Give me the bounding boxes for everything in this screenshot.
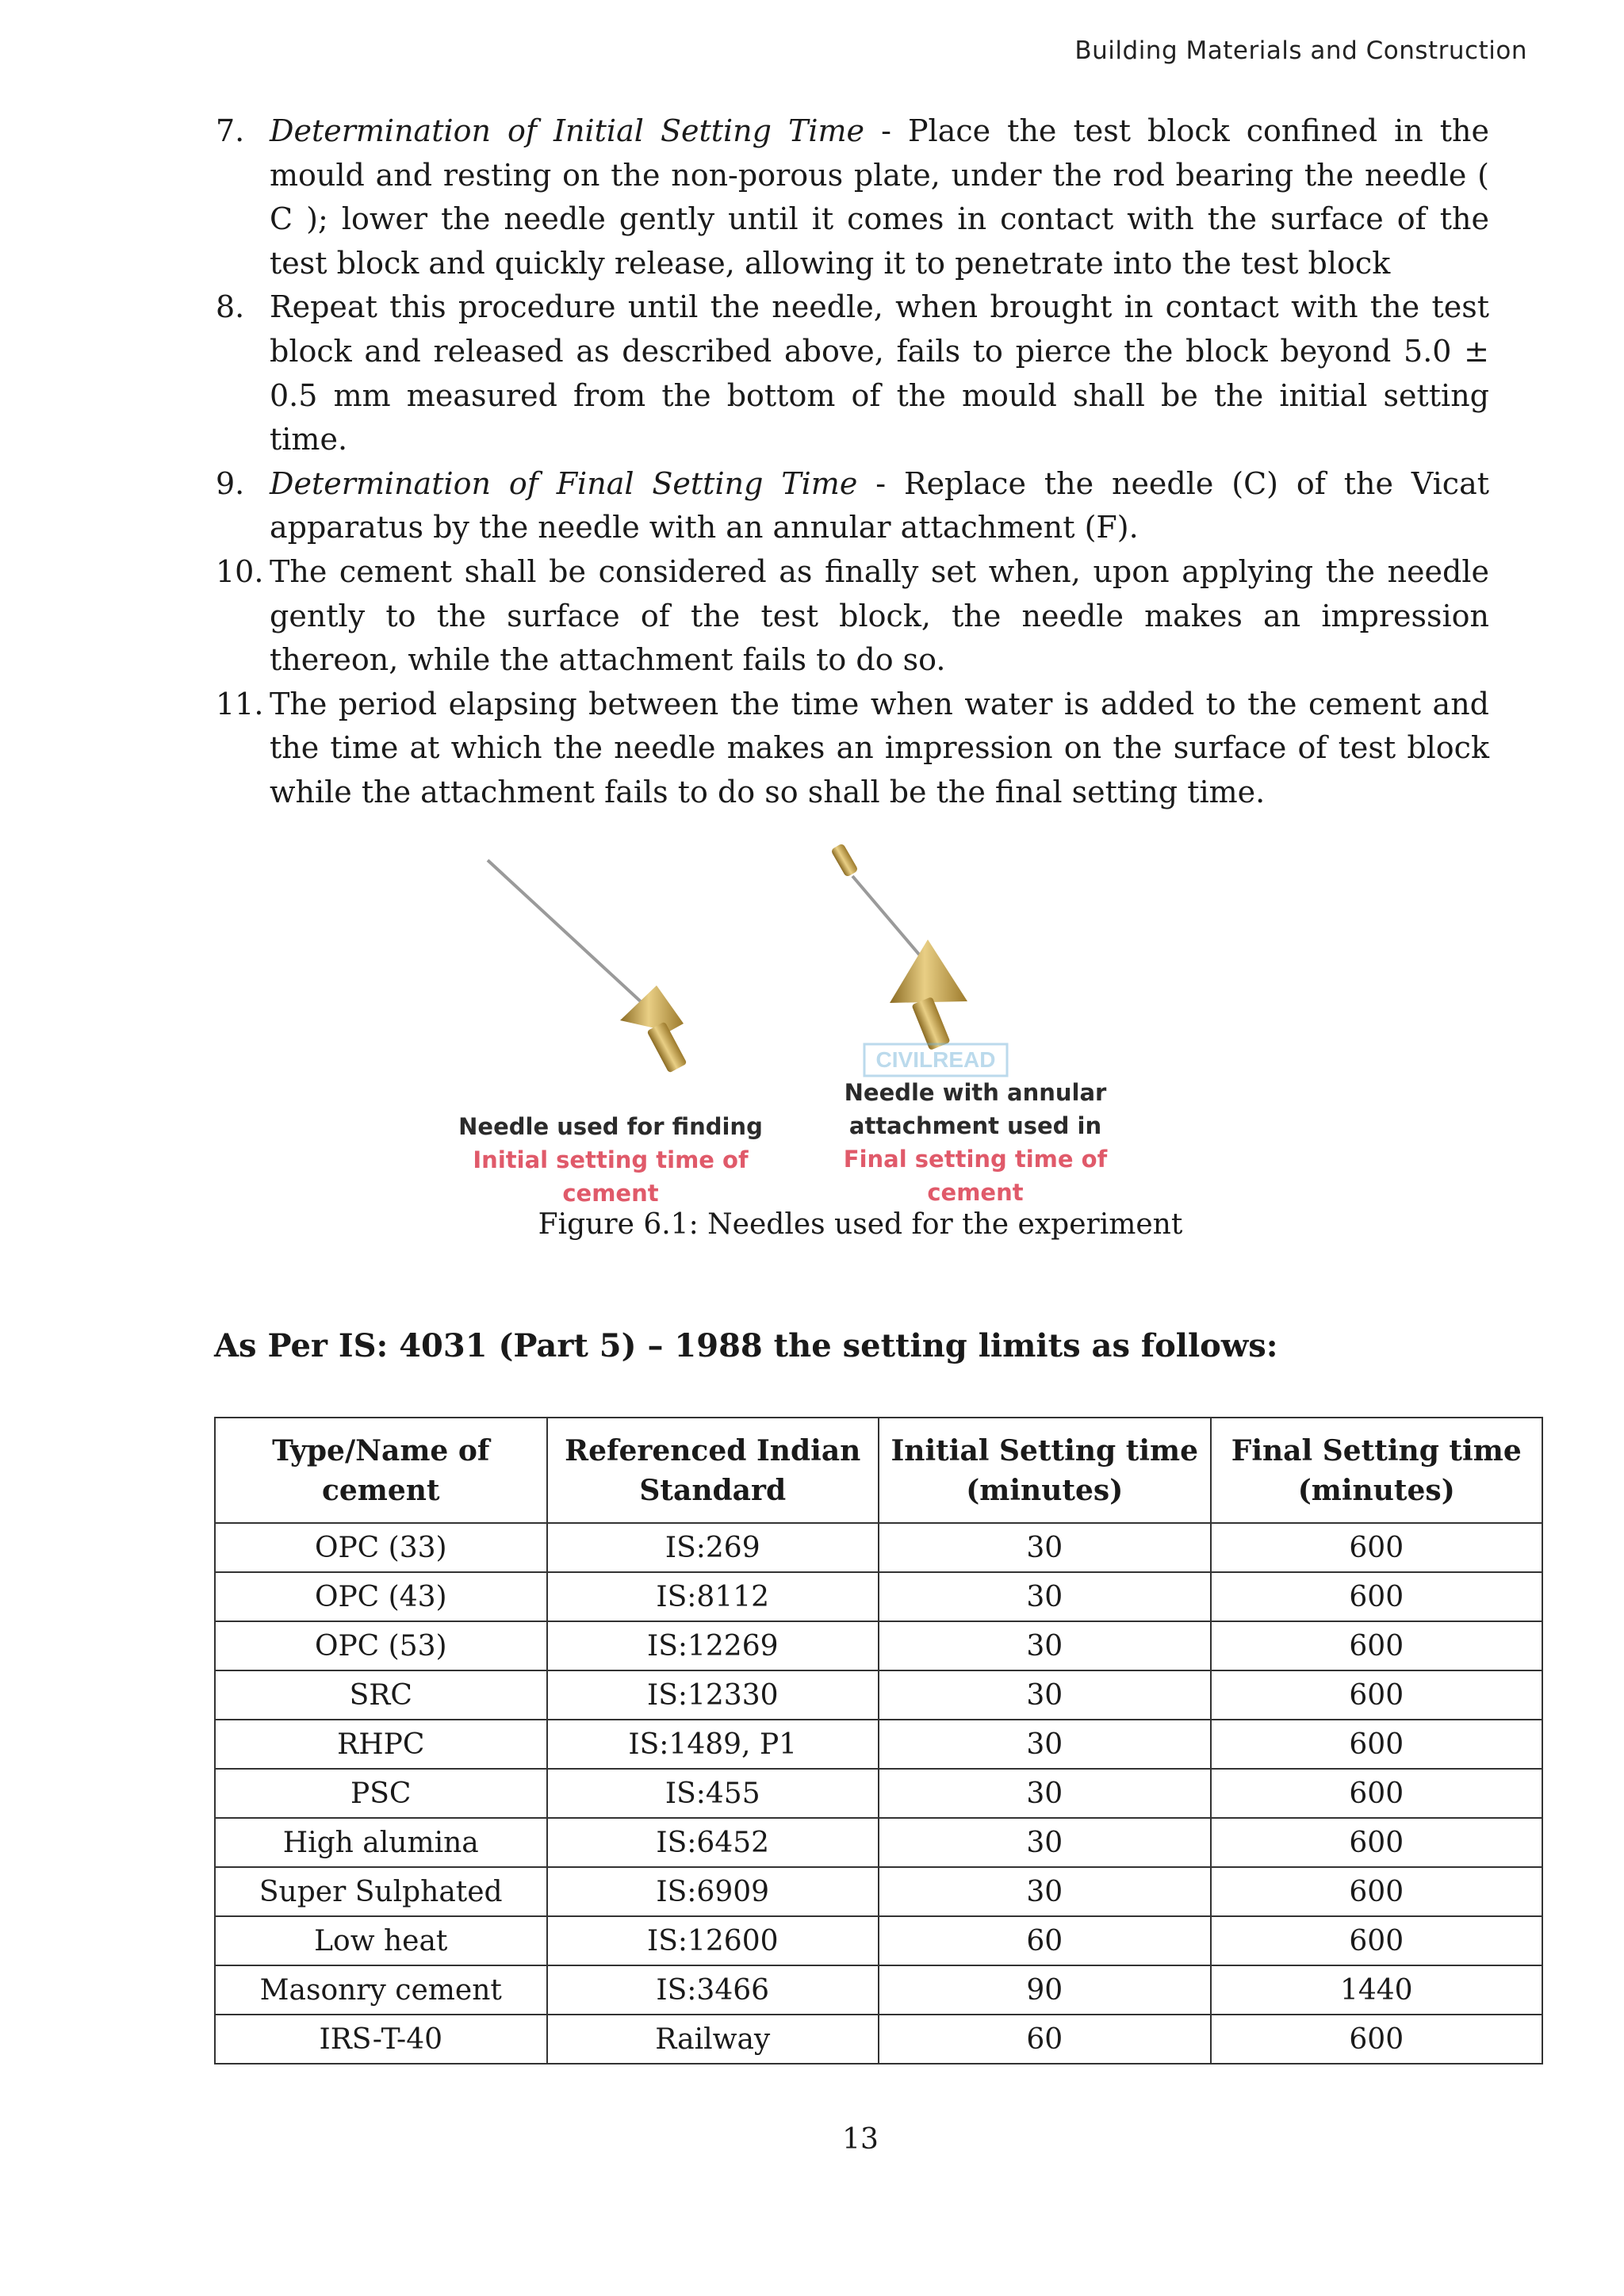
step-number: 7.	[216, 113, 245, 148]
left-label-line2: Initial setting time of cement	[473, 1146, 749, 1207]
table-row	[215, 2015, 1542, 2064]
procedure-steps	[216, 109, 1489, 815]
table-row	[215, 1916, 1542, 1965]
table-cell: IS:1489, P1	[547, 1720, 879, 1769]
table-row	[215, 1523, 1542, 1572]
table-cell: Masonry cement	[215, 1965, 547, 2015]
table-cell: 600	[1211, 1916, 1543, 1965]
header-cell: Initial Setting time (minutes)	[879, 1418, 1211, 1523]
final-setting-needle-icon	[830, 843, 967, 1050]
table-cell: High alumina	[215, 1818, 547, 1867]
step-10	[216, 550, 1489, 683]
right-needle-label	[809, 1076, 1142, 1209]
table-cell: IS:455	[547, 1769, 879, 1818]
table-cell: 90	[879, 1965, 1211, 2015]
table-cell: IS:269	[547, 1523, 879, 1572]
step-number: 11.	[216, 686, 264, 721]
right-label-line2: attachment used in	[848, 1112, 1102, 1139]
table-cell: IS:6452	[547, 1818, 879, 1867]
table-cell: OPC (53)	[215, 1621, 547, 1670]
table-cell: 600	[1211, 1523, 1543, 1572]
civilread-watermark	[864, 1044, 1007, 1076]
table-cell: IS:6909	[547, 1867, 879, 1916]
header-cell: Final Setting time (minutes)	[1211, 1418, 1543, 1523]
table-cell: PSC	[215, 1769, 547, 1818]
table-cell: OPC (43)	[215, 1572, 547, 1621]
table-cell: 1440	[1211, 1965, 1543, 2015]
table-cell: SRC	[215, 1670, 547, 1720]
setting-limits-table	[214, 1417, 1543, 2064]
table-cell: 30	[879, 1818, 1211, 1867]
step-text: - Replace the needle (C) of the Vicat apparatus by the needle with an annular attachment (F).	[270, 465, 1489, 545]
section-title: As Per IS: 4031 (Part 5) – 1988 the setting limits as follows:	[214, 1327, 1278, 1364]
step-11	[216, 683, 1489, 815]
table-cell: 30	[879, 1867, 1211, 1916]
table-cell: OPC (33)	[215, 1523, 547, 1572]
table-cell: 60	[879, 1916, 1211, 1965]
table-cell: IS:8112	[547, 1572, 879, 1621]
table-cell: Super Sulphated	[215, 1867, 547, 1916]
step-text: - Place the test block confined in the mould and resting on the non-porous plate, under the rod bearing the needle ( C ); lower the needle gently until it comes in contact with the surface of the test block and quickly release, allowing it to penetrate into the test block	[270, 113, 1489, 281]
table-cell: 30	[879, 1572, 1211, 1621]
step-text: Repeat this procedure until the needle, when brought in contact with the test block and released as described above, fails to pierce the block beyond 5.0 ± 0.5 mm measured from the bottom of the mould shall be the initial setting time.	[270, 289, 1489, 457]
table-cell: 60	[879, 2015, 1211, 2064]
table-cell: 600	[1211, 2015, 1543, 2064]
figure-caption: Figure 6.1: Needles used for the experiment	[538, 1208, 1183, 1241]
running-header: Building Materials and Construction	[1074, 36, 1527, 65]
table-cell: IS:12330	[547, 1670, 879, 1720]
table-row	[215, 1769, 1542, 1818]
table-cell: 30	[879, 1670, 1211, 1720]
table-row	[215, 1572, 1542, 1621]
table-cell: 600	[1211, 1621, 1543, 1670]
table-cell: IS:3466	[547, 1965, 879, 2015]
table-cell: 600	[1211, 1818, 1543, 1867]
table-cell: 30	[879, 1769, 1211, 1818]
header-cell: Type/Name of cement	[215, 1418, 547, 1523]
needles-illustration	[444, 836, 1142, 1098]
left-needle-label	[452, 1110, 769, 1210]
step-number: 8.	[216, 289, 245, 325]
table-row	[215, 1670, 1542, 1720]
step-9	[216, 462, 1489, 550]
table-cell: Railway	[547, 2015, 879, 2064]
watermark-text: CIVILREAD	[875, 1047, 996, 1072]
table-cell: IS:12600	[547, 1916, 879, 1965]
table-header-row	[215, 1418, 1542, 1523]
table-row	[215, 1867, 1542, 1916]
left-label-line1: Needle used for finding	[458, 1113, 763, 1140]
table-cell: 30	[879, 1720, 1211, 1769]
table-cell: 600	[1211, 1720, 1543, 1769]
step-title: Determination of Initial Setting Time	[270, 113, 865, 148]
page-number: 13	[842, 2123, 879, 2156]
right-label-line3: Final setting time of cement	[843, 1146, 1108, 1206]
table-cell: 600	[1211, 1867, 1543, 1916]
table-cell: 30	[879, 1523, 1211, 1572]
table-cell: RHPC	[215, 1720, 547, 1769]
table-row	[215, 1818, 1542, 1867]
table-cell: 600	[1211, 1769, 1543, 1818]
table-cell: 600	[1211, 1572, 1543, 1621]
initial-setting-needle-icon	[488, 860, 688, 1073]
table-cell: 30	[879, 1621, 1211, 1670]
table-cell: 600	[1211, 1670, 1543, 1720]
right-label-line1: Needle with annular	[844, 1079, 1107, 1106]
table-row	[215, 1720, 1542, 1769]
table-cell: IS:12269	[547, 1621, 879, 1670]
table-row	[215, 1621, 1542, 1670]
table-row	[215, 1965, 1542, 2015]
table-cell: Low heat	[215, 1916, 547, 1965]
step-number: 10.	[216, 553, 264, 589]
step-text: The period elapsing between the time when water is added to the cement and the time at which the needle makes an impression on the surface of test block while the attachment fails to do so shall be the final setting time.	[270, 686, 1489, 809]
table-cell: IRS-T-40	[215, 2015, 547, 2064]
step-7	[216, 109, 1489, 285]
step-text: The cement shall be considered as finally set when, upon applying the needle gently to the surface of the test block, the needle makes an impression thereon, while the attachment fails to do so.	[270, 553, 1489, 678]
header-cell: Referenced Indian Standard	[547, 1418, 879, 1523]
needles-figure	[444, 836, 1142, 1207]
step-8	[216, 285, 1489, 461]
step-number: 9.	[216, 465, 245, 501]
step-title: Determination of Final Setting Time	[270, 465, 858, 501]
